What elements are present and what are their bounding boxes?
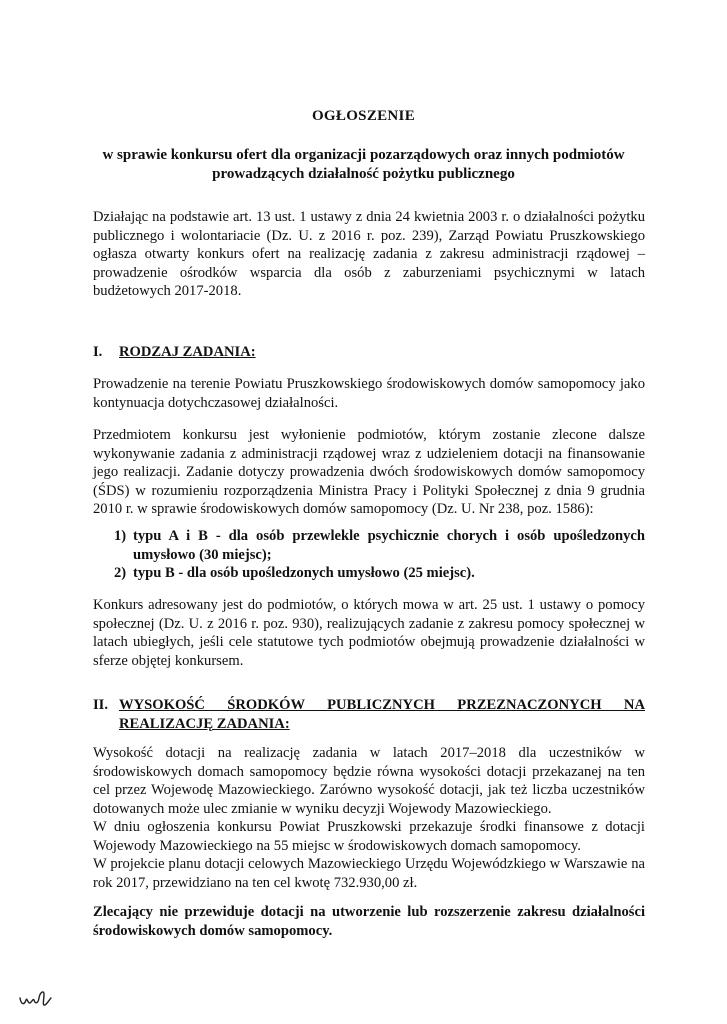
section-2-title-line-1: WYSOKOŚĆ ŚRODKÓW PUBLICZNYCH PRZEZNACZONYCH NA: [119, 697, 645, 713]
section-1-paragraph-1: Prowadzenie na terenie Powiatu Pruszkowskiego środowiskowych domów samopomocy jako kontynuacja dotychczasowej działalności.: [93, 376, 645, 411]
dds-type-list: [114, 527, 645, 583]
intro-paragraph: Działając na podstawie art. 13 ust. 1 ustawy z dnia 24 kwietnia 2003 r. o działalności pożytku publicznego i wolontariacie (Dz. U. z 2016 r. poz. 239), Zarząd Powiatu Pruszkowskiego ogłasza otwarty konkurs ofert na realizację zadania z zakresu administracji rządowej – prowadzenie ośrodków wsparcia dla osób z zaburzeniami psychicznymi w latach budżetowych 2017-2018.: [93, 209, 645, 299]
document-title: OGŁOSZENIE: [311, 108, 416, 124]
list-item-marker: 1): [114, 528, 127, 544]
handwritten-initials: [18, 988, 58, 1010]
section-1-number: I.: [93, 344, 103, 360]
section-2-paragraph-2: Zlecający nie przewiduje dotacji na utworzenie lub rozszerzenie zakresu działalności środowiskowych domów samopomocy.: [93, 904, 645, 939]
section-2-number: II.: [93, 697, 109, 713]
document-subtitle: w sprawie konkursu ofert dla organizacji pozarządowych oraz innych podmiotów prowadzących działalność pożytku publicznego: [102, 147, 625, 182]
list-item: [114, 564, 645, 583]
section-2-paragraph-1b: W dniu ogłoszenia konkursu Powiat Pruszkowski przekazuje środki finansowe z dotacji Wojewody Mazowieckiego na 55 miejsc w środowiskowych domach samopomocy.: [93, 819, 645, 854]
section-1-paragraph-2: Przedmiotem konkursu jest wyłonienie podmiotów, którym zostanie zlecone dalsze wykonywanie zadania z administracji rządowej wraz z udzieleniem dotacji na finansowanie jego realizacji. Zadanie dotyczy prowadzenia dwóch środowiskowych domów samopomocy (ŚDS) w rozumieniu rozporządzenia Ministra Pracy i Polityki Społecznej z dnia 9 grudnia 2010 r. w sprawie środowiskowych domów samopomocy (Dz. U. Nr 238, poz. 1586):: [93, 427, 645, 517]
section-1-heading: [93, 343, 645, 362]
section-2-paragraph-1a: Wysokość dotacji na realizację zadania w latach 2017–2018 dla uczestników w środowiskowych domach samopomocy będzie równa wysokości dotacji przekazanej na ten cel przez Wojewodę Mazowieckiego. Zarówno wysokość dotacji, jak też liczba uczestników dotowanych może ulec zmianie w wyniku decyzji Wojewody Mazowieckiego.: [93, 745, 645, 817]
section-2-paragraph-1c: W projekcie planu dotacji celowych Mazowieckiego Urzędu Wojewódzkiego w Warszawie na rok 2017, przewidziano na ten cel kwotę 732.930,00 zł.: [93, 856, 645, 891]
list-item: [114, 527, 645, 564]
section-2-heading: [93, 696, 645, 733]
list-item-text: typu A i B - dla osób przewlekle psychicznie chorych i osób upośledzonych umysłowo (30 miejsc);: [133, 528, 645, 563]
list-item-text: typu B - dla osób upośledzonych umysłowo (25 miejsc).: [133, 565, 475, 581]
section-1-title: RODZAJ ZADANIA:: [119, 344, 256, 360]
list-item-marker: 2): [114, 565, 127, 581]
section-2-title-line-2: REALIZACJĘ ZADANIA:: [119, 715, 290, 732]
section-1-paragraph-3: Konkurs adresowany jest do podmiotów, o których mowa w art. 25 ust. 1 ustawy o pomocy społecznej (Dz. U. z 2016 r. poz. 930), realizujących zadanie z zakresu pomocy społecznej w latach ubiegłych, jeśli cele statutowe tych podmiotów obejmują prowadzenie działalności w sferze objętej konkursem.: [93, 597, 645, 669]
